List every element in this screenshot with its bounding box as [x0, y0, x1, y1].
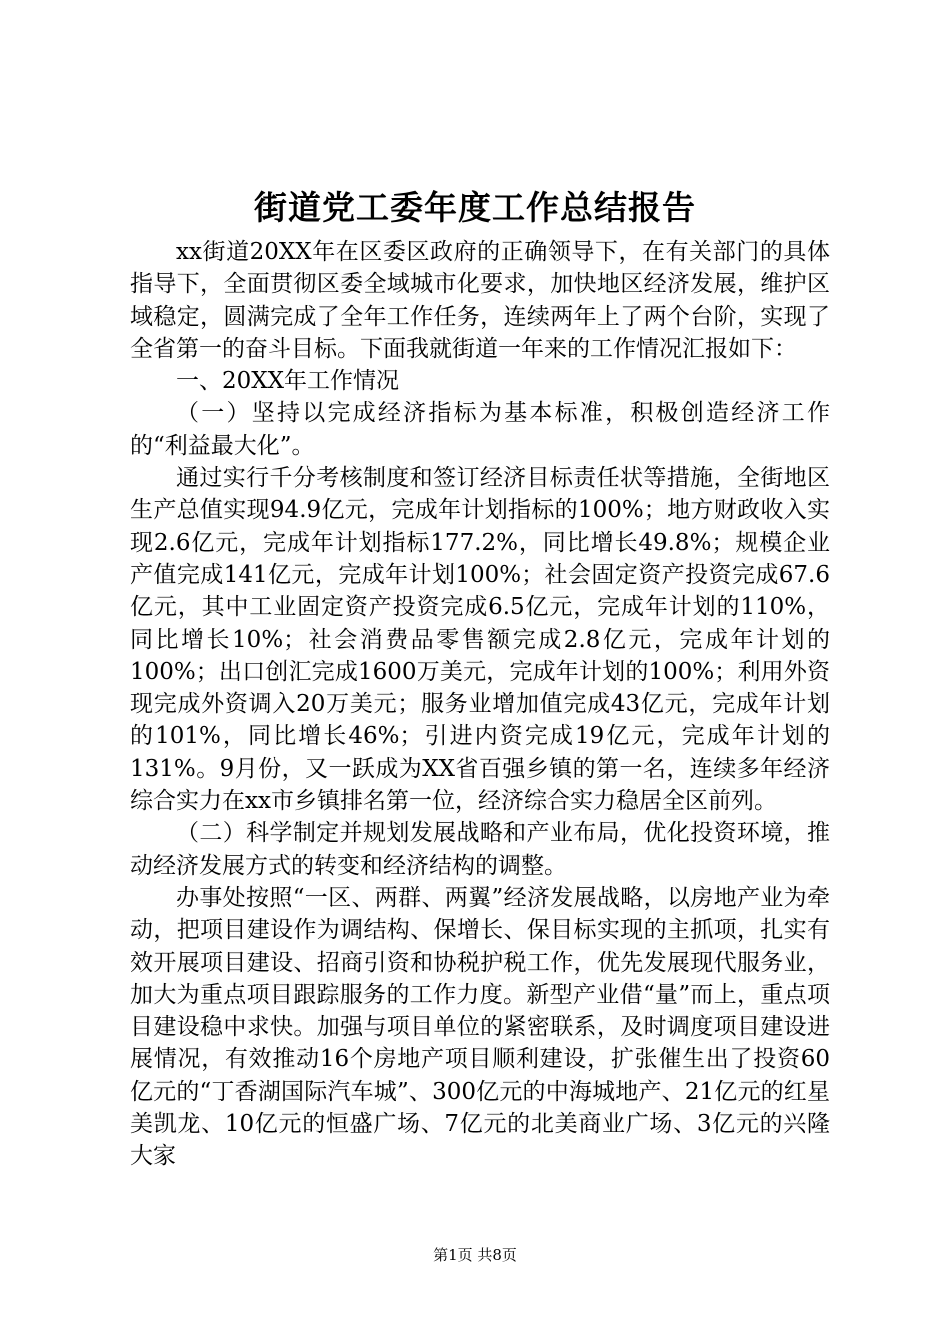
- document-body: [130, 236, 830, 1173]
- subsection-heading-2: （二）科学制定并规划发展战略和产业布局，优化投资环境，推动经济发展方式的转变和经济结构的调整。: [130, 820, 830, 879]
- document-title: 街道党工委年度工作总结报告: [254, 188, 696, 227]
- subsection-heading-1: （一）坚持以完成经济指标为基本标准，积极创造经济工作的“利益最大化”。: [130, 400, 830, 459]
- page-number: 第1页 共8页: [433, 1246, 517, 1264]
- body-paragraph-1: 通过实行千分考核制度和签订经济目标责任状等措施，全街地区生产总值实现94.9亿元，完成年计划指标的100%；地方财政收入实现2.6亿元，完成年计划指标177.2%，同比增长49.8%；规模企业产值完成141亿元，完成年计划100%；社会固定资产投资完成67.6亿元，其中工业固定资产投资完成6.5亿元，完成年计划的110%，同比增长10%；社会消费品零售额完成2.8亿元，完成年计划的100%；出口创汇完成1600万美元，完成年计划的100%；利用外资现完成外资调入20万美元；服务业增加值完成43亿元，完成年计划的101%，同比增长46%；引进内资完成19亿元，完成年计划的131%。9月份，又一跃成为XX省百强乡镇的第一名，连续多年经济综合实力在xx市乡镇排名第一位，经济综合实力稳居全区前列。: [130, 465, 830, 815]
- section-heading: 一、20XX年工作情况: [176, 368, 400, 395]
- body-paragraph-2: 办事处按照“一区、两群、两翼”经济发展战略，以房地产业为牵动，把项目建设作为调结构、保增长、保目标实现的主抓项，扎实有效开展项目建设、招商引资和协税护税工作，优先发展现代服务业，加大为重点项目跟踪服务的工作力度。新型产业借“量”而上，重点项目建设稳中求快。加强与项目单位的紧密联系，及时调度项目建设进展情况，有效推动16个房地产项目顺利建设，扩张催生出了投资60亿元的“丁香湖国际汽车城”、300亿元的中海城地产、21亿元的红星美凯龙、10亿元的恒盛广场、7亿元的北美商业广场、3亿元的兴隆大家: [130, 884, 830, 1170]
- intro-paragraph: xx街道20XX年在区委区政府的正确领导下，在有关部门的具体指导下，全面贯彻区委全域城市化要求，加快地区经济发展，维护区域稳定，圆满完成了全年工作任务，连续两年上了两个台阶，实现了全省第一的奋斗目标。下面我就街道一年来的工作情况汇报如下：: [130, 239, 830, 362]
